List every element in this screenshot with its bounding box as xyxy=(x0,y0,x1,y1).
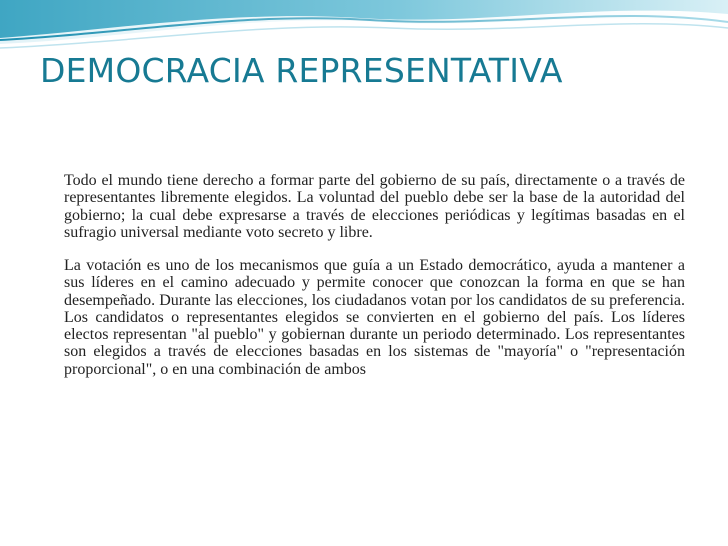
slide-body xyxy=(64,172,685,394)
paragraph-1: Todo el mundo tiene derecho a formar parte del gobierno de su país, directamente o a través de representantes libremente elegidos. La voluntad del pueblo debe ser la base de la autoridad del gobierno; la cual debe expresarse a través de elecciones periódicas y legítimas basadas en el sufragio universal mediante voto secreto y libre. xyxy=(64,172,685,241)
paragraph-2: La votación es uno de los mecanismos que guía a un Estado democrático, ayuda a mantener a sus líderes en el camino adecuado y permite conocer que conozcan la forma en que se han desempeñado. Durante las elecciones, los ciudadanos votan por los candidatos de su preferencia. Los candidatos o representantes elegidos se convierten en el gobierno del país. Los líderes electos representan "al pueblo" y gobiernan durante un periodo determinado. Los representantes son elegidos a través de elecciones basadas en los sistemas de "mayoría" o "representación proporcional", o en una combinación de ambos xyxy=(64,256,685,378)
slide-title: DEMOCRACIA REPRESENTATIVA xyxy=(40,51,563,90)
